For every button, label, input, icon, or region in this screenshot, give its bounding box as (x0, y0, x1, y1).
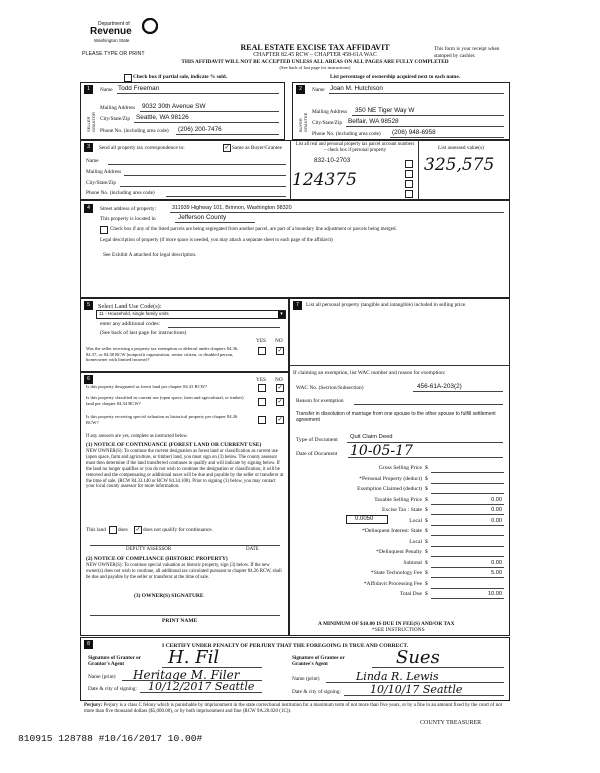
local-rate-box[interactable] (346, 515, 388, 524)
section-2-number: 2 (296, 85, 305, 94)
dept-of: Department of (98, 21, 130, 27)
tax-row-line (431, 525, 504, 526)
corr-name-label: Name (86, 158, 99, 164)
historic-no-checkbox[interactable]: ✓ (277, 417, 283, 423)
see-back-label: (See back of last page for instructions) (100, 330, 187, 336)
county-select[interactable]: Jefferson County (178, 214, 227, 221)
grantee-date[interactable]: 10/10/17 Seattle (370, 683, 463, 696)
section-4-number: 4 (84, 204, 93, 213)
tax-row (292, 475, 504, 484)
tax-row-line (431, 535, 504, 536)
dollar-sign: $ (425, 507, 428, 513)
dollar-sign: $ (425, 570, 428, 576)
tax-row-line (431, 493, 504, 494)
tax-row-label: *Delinquent Interest: State (362, 528, 422, 534)
tax-row (292, 464, 504, 473)
tax-row-label: Local (409, 538, 422, 545)
dor-logo (84, 18, 164, 48)
no-label-5: NO (275, 338, 283, 344)
form-warning: THIS AFFIDAVIT WILL NOT BE ACCEPTED UNLESS ALL AREAS ON ALL PAGES ARE FULLY COMPLETED (181, 59, 449, 65)
perjury-label: Perjury: (84, 703, 103, 708)
corr-city-label: City/State/Zip (86, 180, 117, 186)
parcel-number-1[interactable]: 832-10-2703 (314, 157, 351, 164)
street-address[interactable]: 311939 Highway 101, Brinnon, Washington 98320 (172, 205, 292, 211)
washington-state: Washington State (94, 38, 130, 43)
tax-row-line (431, 483, 504, 484)
tax-row-label: *Personal Property (deduct) (359, 475, 422, 482)
dollar-sign: $ (425, 591, 428, 597)
perjury-note (84, 703, 508, 715)
section-8-number: 8 (84, 640, 93, 649)
land-use-select[interactable] (96, 310, 286, 319)
tax-row-label: *State Technology Fee (370, 570, 422, 576)
street-address-label: Street address of property: (100, 206, 157, 212)
tax-row (292, 580, 504, 589)
correspondence-label: Send all property tax correspondence to: (99, 145, 185, 151)
legal-description-label: Legal description of property (if more space is needed, you may attach a separate sheet to each page of the affidavit) (100, 238, 333, 243)
same-as-buyer-checkbox[interactable]: ✓ (224, 145, 230, 151)
dollar-sign: $ (425, 580, 428, 587)
legal-description-text: See Exhibit A attached for legal description. (103, 252, 197, 258)
doc-date-label: Date of Document (296, 451, 338, 457)
tax-row (292, 485, 504, 494)
tax-row (292, 569, 504, 578)
seller-name-label: Name (100, 87, 113, 93)
seller-address-label: Mailing Address (100, 105, 136, 111)
tax-row-value[interactable]: 10.00 (488, 591, 502, 597)
personal-property-checkbox-4[interactable] (405, 190, 413, 198)
cashier-stamp: 810915 128788 #10/16/2017 10.00# (18, 733, 203, 744)
grantor-date-label: Date & city of signing: (88, 686, 137, 692)
tax-row-label: Local (409, 517, 422, 524)
buyer-name[interactable]: Joan M. Hutchison (330, 85, 383, 92)
county-treasurer-label: COUNTY TREASURER (420, 720, 482, 726)
tax-row-value[interactable]: 0.00 (491, 517, 502, 524)
seller-name[interactable]: Todd Freeman (118, 85, 160, 92)
certify-statement: I CERTIFY UNDER PENALTY OF PERJURY THAT THE FOREGOING IS TRUE AND CORRECT. (162, 643, 409, 649)
seller-phone-label: Phone No. (including area code) (100, 128, 169, 134)
doc-date[interactable]: 10-05-17 (350, 443, 413, 459)
dollar-sign: $ (425, 538, 428, 545)
form-chapters: CHAPTER 82.45 RCW – CHAPTER 458-61A WAC (253, 52, 377, 58)
buyer-name-label: Name (312, 87, 325, 93)
wac-label: WAC No. (Section/Subsection) (296, 385, 364, 391)
grantee-signature-label: Signature of Grantee or Grantee's Agent (292, 655, 345, 668)
dollar-sign: $ (425, 528, 428, 534)
tax-row-line (431, 472, 504, 473)
local-rate: 0.0050 (355, 516, 374, 522)
tax-row-value[interactable]: 0.00 (491, 559, 502, 566)
personal-property-checkbox-1[interactable] (405, 160, 413, 168)
tax-row-line (431, 504, 504, 505)
type-or-print: PLEASE TYPE OR PRINT (82, 51, 145, 57)
historic-yes-checkbox[interactable] (258, 416, 266, 424)
section-4-box (80, 200, 510, 298)
tax-row-label: Excise Tax : State (381, 507, 422, 513)
exemption-yes-checkbox[interactable] (258, 347, 266, 355)
tax-row-label: Exemption Claimed (deduct) (357, 486, 422, 492)
perjury-text: Perjury is a class C felony which is punishable by imprisonment in the state correctional institution for a maximum term of not more than five years, or by a fine in an amount fixed by the court of not more than five thousand dollars ($5,000.00), or by both imprisonment and fine (RCW 9A.20.020 (1C)). (84, 703, 502, 715)
deputy-date-label: DATE (246, 547, 259, 552)
land-use-label: Select Land Use Code(s): (98, 303, 162, 310)
grantor-date[interactable]: 10/12/2017 Seattle (148, 680, 255, 693)
same-as-buyer-label: Same as Buyer/Grantee (232, 145, 283, 151)
tax-row-label: Subtotal (403, 559, 422, 566)
tax-row-line (431, 514, 504, 515)
historic-question: Is this property receiving special valuation as historical property per chapter 84.26 RCW? (86, 414, 238, 425)
tax-row-label: Gross Selling Price (378, 465, 422, 471)
tax-row-label: *Delinquent Penalty (376, 549, 422, 555)
land-use-value: 11 - Household, single family units (99, 311, 169, 316)
dollar-sign: $ (425, 559, 428, 566)
partial-sale-label: Check box if partial sale, indicate % sold. (133, 74, 228, 80)
chevron-down-icon: ▾ (278, 311, 285, 318)
current-use-yes-checkbox[interactable] (258, 398, 266, 406)
forest-yes-checkbox[interactable] (258, 384, 266, 392)
does-not-checkbox[interactable]: ✓ (135, 527, 141, 533)
dollar-sign: $ (425, 465, 428, 471)
does-checkbox[interactable] (109, 526, 117, 534)
tax-row-value[interactable]: 0.00 (491, 496, 502, 503)
revenue-swirl-icon (142, 18, 158, 34)
tax-row (292, 527, 504, 536)
seller-city[interactable]: Seattle, WA 98126 (136, 114, 189, 121)
section-7-number: 7 (293, 301, 302, 310)
tax-row-label: Taxable Selling Price (374, 496, 422, 503)
wac-number[interactable]: 456-61A-203(2) (417, 383, 462, 390)
continuance-text: NEW OWNER(S): To continue the current designation as forest land or classification as current use (open space, farm and agriculture, or timber) land, you must sign on (3) below. The county assessor must then determine if the land transferred continues to qualify and will indicate by signing below. If the land no longer qualifies or you do not wish to continue the designation or classification, it will be removed and the compensating or additional taxes will be due and payable by the seller or transferor at the time of sale. (RCW 84.33.140 or RCW 84.34.108). Prior to signing (3) below, you may contact your local county assessor for more information. (86, 449, 284, 490)
grantee-signature[interactable]: Sues (396, 647, 440, 668)
buyer-city[interactable]: Belfair, WA 98528 (348, 118, 399, 125)
forest-land-question: Is this property designated as forest land per chapter 84.33 RCW? (86, 384, 208, 389)
additional-codes-label: enter any additional codes: (100, 321, 161, 327)
dollar-sign: $ (425, 496, 428, 503)
tax-row (292, 506, 504, 515)
tax-row (292, 559, 504, 568)
this-land-label: This land (86, 527, 106, 533)
seller-grantor-label: SELLER GRANTOR (86, 112, 96, 132)
exemption-label: If claiming an exemption, list WAC number and reason for exemption: (293, 370, 446, 376)
receipt-note: This form is your receipt when stamped by cashier. (434, 46, 500, 59)
grantor-signature-label: Signature of Grantor or Grantor's Agent (88, 655, 141, 668)
tax-row (292, 548, 504, 557)
buyer-address[interactable]: 350 NE Tiger Way W (355, 107, 415, 114)
reason-text[interactable]: Transfer in dissolution of marriage from one spouse to the other spouse to fulfill settlement agreement (296, 411, 496, 423)
no-label-6: NO (275, 377, 283, 383)
buyer-city-label: City/State/Zip (312, 120, 343, 126)
dollar-sign: $ (425, 517, 428, 524)
section-6-number: 6 (84, 375, 93, 384)
tax-row-value[interactable]: 0.00 (491, 507, 502, 513)
tax-row (292, 538, 504, 547)
dollar-sign: $ (425, 486, 428, 492)
grantor-signature[interactable]: H. Fil (168, 647, 220, 668)
if-yes-instruction: If any answers are yes, complete as instructed below. (86, 434, 188, 439)
segregated-checkbox[interactable] (100, 226, 108, 234)
print-name-label: PRINT NAME (162, 618, 198, 624)
personal-property-label: List all personal property (tangible and intangible) included in selling price. (306, 302, 467, 308)
assessed-value-header: List assessed value(s) (438, 145, 484, 151)
section-3-number: 3 (84, 143, 93, 152)
assessed-value-handwritten: 325,575 (424, 155, 495, 175)
seller-phone[interactable]: (206) 200-7476 (178, 126, 222, 133)
partial-sale-checkbox[interactable] (124, 74, 132, 82)
tax-row (292, 517, 504, 526)
exemption-question: Was the seller receiving a property tax exemption or deferral under chapters 84.36, 84.37, or 84.38 RCW (nonprofit organization, senior citizen, or disabled person, homeowner with limited income)? (86, 346, 239, 363)
parcel-number-handwritten: 124375 (292, 170, 357, 190)
doc-type[interactable]: Quit Claim Deed (350, 434, 393, 440)
does-label: does (118, 527, 128, 533)
buyer-phone-label: Phone No. (including area code) (312, 131, 381, 137)
tax-row-label: *Affidavit Processing Fee (363, 580, 422, 587)
corr-phone-label: Phone No. (including area code) (86, 190, 155, 196)
revenue-wordmark: Revenue (90, 26, 132, 37)
buyer-phone[interactable]: (206) 948-6958 (392, 129, 436, 136)
tax-row-line (431, 567, 504, 568)
grantee-name[interactable]: Linda R. Lewis (356, 670, 439, 683)
tax-row-value[interactable]: 5.00 (491, 570, 502, 576)
yes-label-5: YES (256, 338, 267, 344)
tax-row-line (431, 577, 504, 578)
does-not-label: does not qualify for continuance. (143, 527, 213, 533)
located-in-label: This property is located in (100, 216, 156, 222)
parcel-header: List all real and personal property tax parcel account numbers – check box if personal property (295, 142, 415, 153)
owner-signature-label: (3) OWNER(S) SIGNATURE (134, 593, 204, 599)
forest-no-checkbox[interactable]: ✓ (277, 385, 283, 391)
tax-row-line (431, 598, 504, 599)
see-instructions-note: *SEE INSTRUCTIONS (372, 627, 425, 633)
exemption-no-checkbox[interactable]: ✓ (277, 348, 283, 354)
see-back-instructions: (See back of last page for instructions) (279, 65, 351, 70)
grantee-date-label: Date & city of signing: (292, 689, 341, 695)
historic-text: NEW OWNER(S): To continue special valuation as historic property, sign (3) below. If the new owner(s) does not wish to continue, all additional tax calculated pursuant to chapter 84.26 RCW, shall be due and payable by the seller or transferor at the time of sale. (86, 563, 282, 580)
dollar-sign: $ (425, 475, 428, 482)
deputy-assessor-label: DEPUTY ASSESSOR (126, 547, 172, 552)
minimum-due-note: A MINIMUM OF $10.00 IS DUE IN FEE(S) AND/OR TAX (318, 621, 455, 627)
form-title: REAL ESTATE EXCISE TAX AFFIDAVIT (240, 43, 390, 52)
dollar-sign: $ (425, 549, 428, 555)
yes-label-6: YES (256, 377, 267, 383)
reason-label: Reason for exemption (296, 398, 344, 404)
personal-property-checkbox-2[interactable] (405, 170, 413, 178)
tax-row-label: Total Due (399, 591, 422, 597)
tax-row (292, 496, 504, 505)
continuance-title: (1) NOTICE OF CONTINUANCE (FOREST LAND OR CURRENT USE) (86, 442, 262, 448)
current-use-question: Is this property classified as current use (open space, farm and agricultural, or timber) land per chapter 84.34 RCW? (86, 395, 244, 406)
current-use-no-checkbox[interactable]: ✓ (277, 399, 283, 405)
personal-property-checkbox-3[interactable] (405, 180, 413, 188)
tax-row-line (431, 588, 504, 589)
grantor-name-label: Name (print) (88, 674, 116, 680)
tax-row-line (431, 556, 504, 557)
grantor-name[interactable]: Heritage M. Filer (133, 668, 240, 682)
section-5-number: 5 (84, 301, 93, 310)
historic-title: (2) NOTICE OF COMPLIANCE (HISTORIC PROPERTY) (86, 556, 228, 562)
section-1-number: 1 (84, 85, 93, 94)
tax-row-line (431, 546, 504, 547)
list-percentage-label: List percentage of ownership acquired next to each name. (330, 74, 461, 80)
buyer-address-label: Mailing Address (312, 109, 348, 115)
tax-row (292, 590, 504, 599)
corr-address-label: Mailing Address (86, 169, 122, 175)
buyer-grantee-label: BUYER GRANTEE (298, 112, 308, 132)
segregated-label: Check box if any of the listed parcels are being segregated from another parcel, are part of a boundary line adjustment or parcels being merged. (110, 227, 397, 232)
grantee-name-label: Name (print) (292, 676, 320, 682)
seller-city-label: City/State/Zip (100, 116, 131, 122)
doc-type-label: Type of Document (296, 437, 338, 443)
seller-address[interactable]: 9032 30th Avenue SW (142, 103, 206, 110)
